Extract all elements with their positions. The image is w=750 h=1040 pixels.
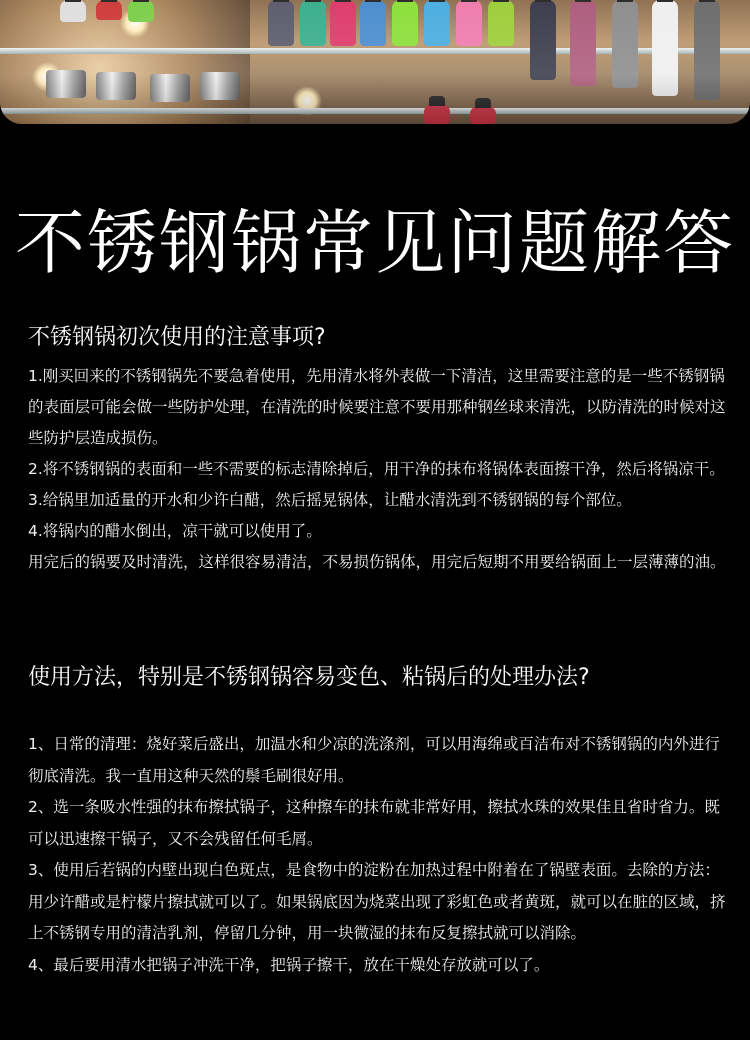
paragraph: 2、选一条吸水性强的抹布擦拭锅子，这种擦车的抹布就非常好用，擦拭水珠的效果佳且省时省力。既可以迅速擦干锅子，又不会残留任何毛屑。 bbox=[28, 798, 720, 848]
paragraph: 2.将不锈钢锅的表面和一些不需要的标志清除掉后，用干净的抹布将锅体表面擦干净，然后将锅凉干。 bbox=[28, 460, 725, 478]
paragraph: 1、日常的清理：烧好菜后盛出，加温水和少凉的洗涤剂，可以用海绵或百洁布对不锈钢锅的内外进行彻底清洗。我一直用这种天然的鬃毛刷很好用。 bbox=[28, 735, 720, 785]
paragraph: 3.给锅里加适量的开水和少许白醋，然后摇晃锅体，让醋水清洗到不锈钢锅的每个部位。 bbox=[28, 491, 632, 509]
section-heading: 使用方法，特别是不锈钢锅容易变色、粘锅后的处理办法? bbox=[28, 665, 590, 690]
first-use-section bbox=[28, 323, 728, 578]
usage-section bbox=[28, 663, 728, 981]
paragraph: 4、最后要用清水把锅子冲洗干净，把锅子擦干，放在干燥处存放就可以了。 bbox=[28, 955, 550, 974]
paragraph: 3、使用后若锅的内壁出现白色斑点，是食物中的淀粉在加热过程中附着在了锅壁表面。去除的方法：用少许醋或是柠檬片擦拭就可以了。如果锅底因为烧菜出现了彩虹色或者黄斑，就可以在脏的区域，挤上不锈钢专用的清洁乳剂，停留几分钟，用一块微湿的抹布反复擦拭就可以消除。 bbox=[28, 861, 726, 942]
paragraph: 用完后的锅要及时清洗，这样很容易清洁，不易损伤锅体，用完后短期不用要给锅面上一层薄薄的油。 bbox=[28, 553, 726, 571]
page-title: 不锈钢锅常见问题解答 bbox=[15, 202, 735, 284]
paragraph: 4.将锅内的醋水倒出，凉干就可以使用了。 bbox=[28, 522, 322, 540]
glass-reflection bbox=[0, 0, 750, 124]
header-photo bbox=[0, 0, 750, 124]
section-heading: 不锈钢锅初次使用的注意事项? bbox=[28, 325, 326, 350]
paragraph: 1.刚买回来的不锈钢锅先不要急着使用，先用清水将外表做一下清洁，这里需要注意的是一些不锈钢锅的表面层可能会做一些防护处理，在清洗的时候要注意不要用那种钢丝球来清洗，以防清洗的时候对这些防护层造成损伤。 bbox=[28, 367, 726, 447]
